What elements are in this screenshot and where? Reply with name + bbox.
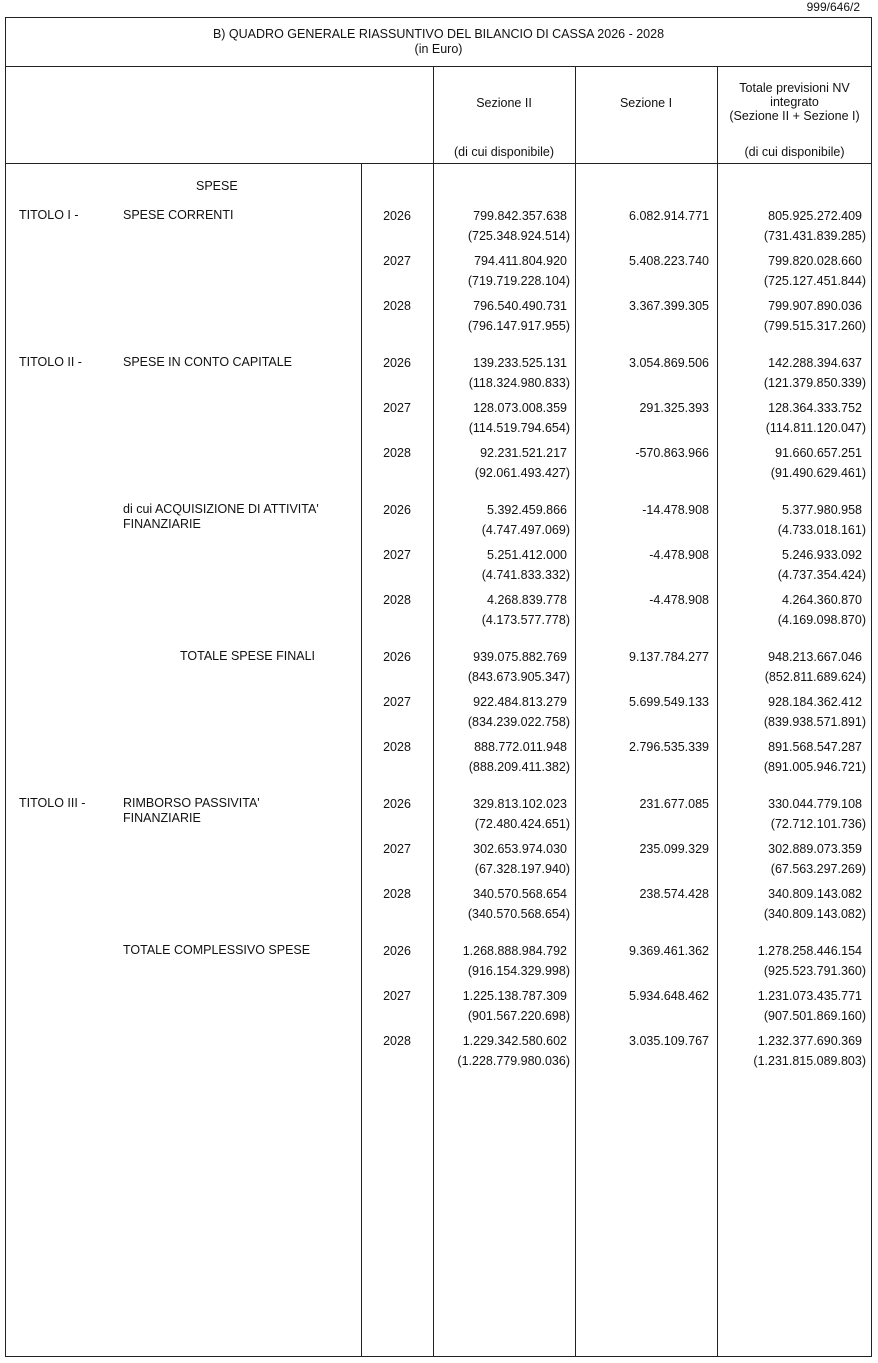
total-available: (852.811.689.624) xyxy=(764,670,866,684)
group-code: TITOLO II - xyxy=(19,355,82,369)
sez1-value: 3.367.399.305 xyxy=(629,299,709,313)
row-year: 2026 xyxy=(383,944,411,958)
header-totale-line3: (Sezione II + Sezione I) xyxy=(729,109,860,123)
total-available: (925.523.791.360) xyxy=(763,964,866,978)
group-label: TOTALE SPESE FINALI xyxy=(180,649,315,663)
total-value: 1.278.258.446.154 xyxy=(757,944,862,958)
row-year: 2026 xyxy=(383,503,411,517)
sez2-value: 888.772.011.948 xyxy=(474,740,567,754)
sez1-value: 6.082.914.771 xyxy=(629,209,709,223)
row-year: 2028 xyxy=(383,593,411,607)
sez2-available: (725.348.924.514) xyxy=(467,229,570,243)
sez2-available: (834.239.022.758) xyxy=(467,715,570,729)
total-value: 948.213.667.046 xyxy=(768,650,862,664)
row-year: 2026 xyxy=(383,650,411,664)
total-value: 891.568.547.287 xyxy=(768,740,862,754)
sez2-available: (916.154.329.998) xyxy=(467,964,570,978)
group-code: TITOLO III - xyxy=(19,796,86,810)
sez2-value: 329.813.102.023 xyxy=(473,797,567,811)
header-totale-line1: Totale previsioni NV xyxy=(739,81,850,95)
group-label: RIMBORSO PASSIVITA' FINANZIARIE xyxy=(123,796,260,825)
sez2-value: 796.540.490.731 xyxy=(473,299,567,313)
sez2-value: 922.484.813.279 xyxy=(473,695,567,709)
sez1-value: 5.699.549.133 xyxy=(629,695,709,709)
total-available: (725.127.451.844) xyxy=(763,274,866,288)
group-label: SPESE CORRENTI xyxy=(123,208,234,222)
sez2-value: 1.225.138.787.309 xyxy=(462,989,567,1003)
header-sezione-1: Sezione I xyxy=(619,96,673,110)
header-totale-line2: integrato xyxy=(770,95,819,109)
sez2-available: (719.719.228.104) xyxy=(467,274,570,288)
total-value: 340.809.143.082 xyxy=(768,887,862,901)
total-available: (4.169.098.870) xyxy=(777,613,866,627)
row-year: 2028 xyxy=(383,299,411,313)
sez2-value: 92.231.521.217 xyxy=(480,446,567,460)
total-available: (4.737.354.424) xyxy=(777,568,866,582)
sez2-available: (67.328.197.940) xyxy=(474,862,570,876)
sez2-value: 5.392.459.866 xyxy=(487,503,567,517)
header-divider xyxy=(5,163,872,164)
total-available: (72.712.101.736) xyxy=(770,817,866,831)
row-year: 2027 xyxy=(383,695,411,709)
sez1-value: 2.796.535.339 xyxy=(629,740,709,754)
sez2-value: 4.268.839.778 xyxy=(487,593,567,607)
sez2-available: (92.061.493.427) xyxy=(474,466,570,480)
sez2-value: 340.570.568.654 xyxy=(473,887,567,901)
total-value: 805.925.272.409 xyxy=(768,209,862,223)
header-totale xyxy=(717,81,872,123)
row-year: 2026 xyxy=(383,356,411,370)
total-value: 799.907.890.036 xyxy=(768,299,862,313)
sez1-value: 291.325.393 xyxy=(639,401,709,415)
sez2-available: (901.567.220.698) xyxy=(467,1009,570,1023)
total-available: (91.490.629.461) xyxy=(770,466,866,480)
total-value: 91.660.657.251 xyxy=(775,446,862,460)
total-value: 4.264.360.870 xyxy=(782,593,862,607)
total-available: (114.811.120.047) xyxy=(765,421,866,435)
header-totale-sub: (di cui disponibile) xyxy=(744,145,845,159)
sez2-available: (843.673.905.347) xyxy=(467,670,570,684)
sez2-value: 794.411.804.920 xyxy=(474,254,567,268)
header-sezione-2: Sezione II xyxy=(476,96,532,110)
group-code: TITOLO I - xyxy=(19,208,79,222)
sez2-available: (72.480.424.651) xyxy=(474,817,570,831)
total-value: 142.288.394.637 xyxy=(768,356,862,370)
total-available: (340.809.143.082) xyxy=(763,907,866,921)
sez2-available: (888.209.411.382) xyxy=(468,760,570,774)
sez1-value: -570.863.966 xyxy=(635,446,709,460)
total-available: (907.501.869.160) xyxy=(763,1009,866,1023)
total-value: 5.377.980.958 xyxy=(782,503,862,517)
sez2-value: 128.073.008.359 xyxy=(473,401,567,415)
sez2-available: (114.519.794.654) xyxy=(468,421,570,435)
row-year: 2026 xyxy=(383,209,411,223)
sez1-value: -4.478.908 xyxy=(649,548,709,562)
total-available: (731.431.839.285) xyxy=(763,229,866,243)
group-label: TOTALE COMPLESSIVO SPESE xyxy=(123,943,311,957)
col-divider-year xyxy=(361,163,362,1357)
sez2-available: (118.324.980.833) xyxy=(468,376,570,390)
document-subtitle: (in Euro) xyxy=(414,42,463,56)
sez2-available: (4.747.497.069) xyxy=(481,523,570,537)
sez2-available: (796.147.917.955) xyxy=(467,319,570,333)
row-year: 2026 xyxy=(383,797,411,811)
total-available: (839.938.571.891) xyxy=(763,715,866,729)
sez2-available: (340.570.568.654) xyxy=(467,907,570,921)
header-sezione-2-sub: (di cui disponibile) xyxy=(453,145,555,159)
total-value: 799.820.028.660 xyxy=(768,254,862,268)
section-label-spese: SPESE xyxy=(196,179,238,193)
sez2-value: 1.268.888.984.792 xyxy=(462,944,567,958)
total-available: (891.005.946.721) xyxy=(763,760,866,774)
row-year: 2028 xyxy=(383,887,411,901)
row-year: 2027 xyxy=(383,548,411,562)
sez2-value: 139.233.525.131 xyxy=(473,356,567,370)
page-reference: 999/646/2 xyxy=(806,0,860,14)
sez1-value: -4.478.908 xyxy=(649,593,709,607)
total-value: 128.364.333.752 xyxy=(768,401,862,415)
sez1-value: 235.099.329 xyxy=(639,842,709,856)
total-value: 5.246.933.092 xyxy=(782,548,862,562)
sez2-value: 1.229.342.580.602 xyxy=(462,1034,567,1048)
title-divider xyxy=(5,66,872,67)
sez2-available: (4.741.833.332) xyxy=(481,568,570,582)
sez2-value: 5.251.412.000 xyxy=(487,548,567,562)
row-year: 2028 xyxy=(383,446,411,460)
total-value: 1.232.377.690.369 xyxy=(757,1034,862,1048)
total-value: 302.889.073.359 xyxy=(768,842,862,856)
total-available: (67.563.297.269) xyxy=(770,862,866,876)
row-year: 2028 xyxy=(383,1034,411,1048)
sez2-available: (4.173.577.778) xyxy=(481,613,570,627)
total-value: 928.184.362.412 xyxy=(768,695,862,709)
total-available: (121.379.850.339) xyxy=(763,376,866,390)
sez1-value: 238.574.428 xyxy=(639,887,709,901)
sez1-value: 3.035.109.767 xyxy=(629,1034,709,1048)
row-year: 2027 xyxy=(383,842,411,856)
sez1-value: -14.478.908 xyxy=(642,503,709,517)
row-year: 2028 xyxy=(383,740,411,754)
sez1-value: 5.408.223.740 xyxy=(629,254,709,268)
total-available: (1.231.815.089.803) xyxy=(753,1054,866,1068)
total-available: (4.733.018.161) xyxy=(777,523,866,537)
sez2-available: (1.228.779.980.036) xyxy=(457,1054,570,1068)
row-year: 2027 xyxy=(383,401,411,415)
group-label: SPESE IN CONTO CAPITALE xyxy=(123,355,293,369)
document-title: B) QUADRO GENERALE RIASSUNTIVO DEL BILANCIO DI CASSA 2026 - 2028 xyxy=(212,27,665,41)
row-year: 2027 xyxy=(383,989,411,1003)
total-value: 1.231.073.435.771 xyxy=(757,989,862,1003)
sez1-value: 231.677.085 xyxy=(639,797,709,811)
sez2-value: 939.075.882.769 xyxy=(473,650,567,664)
sez1-value: 5.934.648.462 xyxy=(629,989,709,1003)
total-value: 330.044.779.108 xyxy=(768,797,862,811)
sez1-value: 9.369.461.362 xyxy=(629,944,709,958)
sez2-value: 799.842.357.638 xyxy=(473,209,567,223)
sez1-value: 3.054.869.506 xyxy=(629,356,709,370)
sez2-value: 302.653.974.030 xyxy=(473,842,567,856)
total-available: (799.515.317.260) xyxy=(763,319,866,333)
row-year: 2027 xyxy=(383,254,411,268)
group-label: di cui ACQUISIZIONE DI ATTIVITA' FINANZIARIE xyxy=(123,502,319,531)
sez1-value: 9.137.784.277 xyxy=(629,650,709,664)
document-title-block xyxy=(5,27,872,57)
